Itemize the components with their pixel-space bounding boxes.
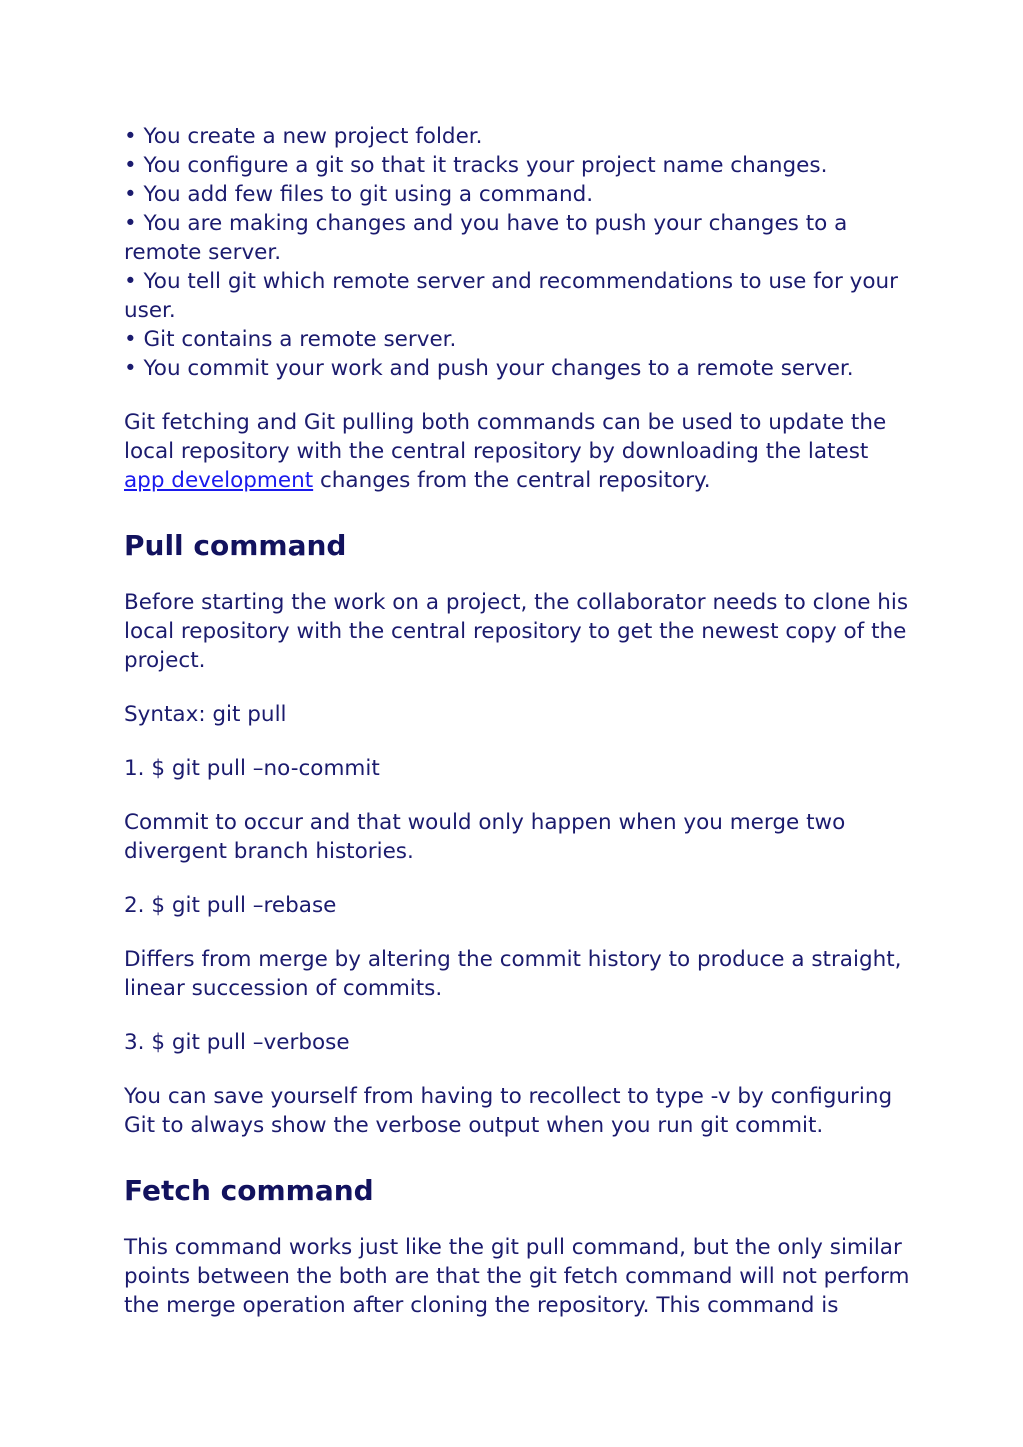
fetch-description: This command works just like the git pull command, but the only similar points between the both are that the git fetch command will not perform the merge operation after cloning the repository. This command is (124, 1235, 910, 1318)
document-page (124, 122, 914, 1320)
list-item: • You configure a git so that it tracks your project name changes. (124, 153, 828, 178)
pull-option-explanation: Differs from merge by altering the commit history to produce a straight, linear succession of commits. (124, 947, 902, 1001)
pull-option-command: 2. $ git pull –rebase (124, 893, 337, 918)
intro-text-before-link: Git fetching and Git pulling both commands can be used to update the local repository with the central repository by downloading the latest (124, 410, 887, 464)
intro-paragraph (124, 408, 914, 495)
list-item: • You add few files to git using a command. (124, 182, 594, 207)
list-item: • You are making changes and you have to push your changes to a remote server. (124, 211, 848, 265)
pull-option-explanation: You can save yourself from having to recollect to type -v by configuring Git to always show the verbose output when you run git commit. (124, 1084, 893, 1138)
pull-command-heading: Pull command (124, 529, 347, 562)
pull-description: Before starting the work on a project, the collaborator needs to clone his local repository with the central repository to get the newest copy of the project. (124, 590, 909, 673)
list-item: • You create a new project folder. (124, 124, 483, 149)
pull-syntax: Syntax: git pull (124, 702, 287, 727)
list-item: • You commit your work and push your changes to a remote server. (124, 356, 854, 381)
app-development-link[interactable]: app development (124, 468, 314, 493)
pull-option-command: 1. $ git pull –no-commit (124, 756, 380, 781)
pull-option-explanation: Commit to occur and that would only happen when you merge two divergent branch histories. (124, 810, 846, 864)
list-item: • Git contains a remote server. (124, 327, 457, 352)
pull-option-command: 3. $ git pull –verbose (124, 1030, 350, 1055)
list-item: • You tell git which remote server and recommendations to use for your user. (124, 269, 898, 323)
intro-bullet-list (124, 122, 914, 383)
fetch-command-heading: Fetch command (124, 1174, 374, 1207)
intro-text-after-link: changes from the central repository. (313, 468, 711, 493)
